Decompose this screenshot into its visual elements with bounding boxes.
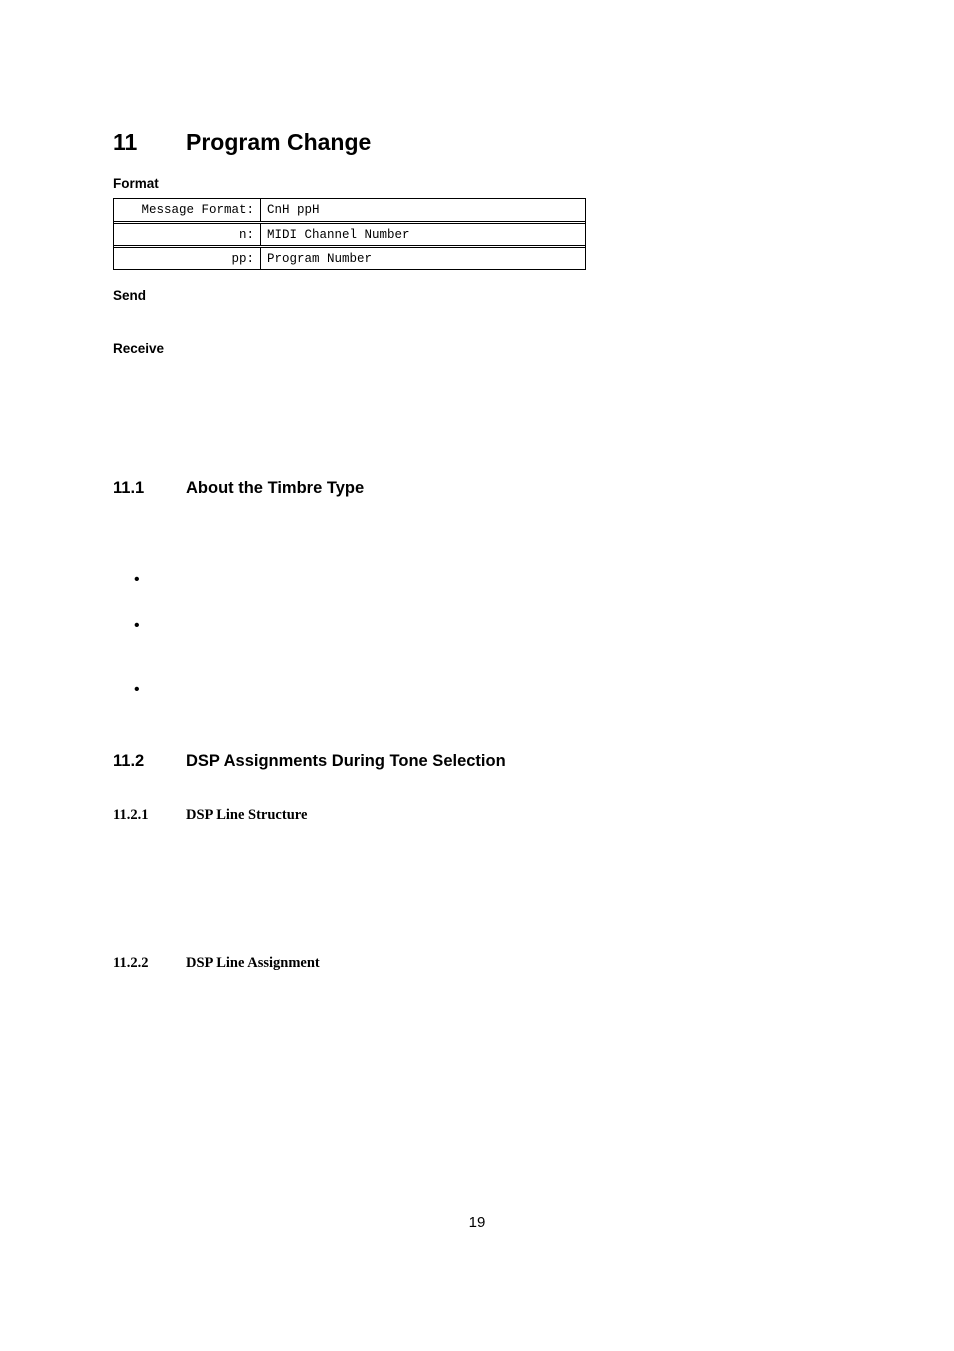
section-heading: [113, 129, 371, 156]
subsection-number: 11.1: [113, 479, 145, 497]
subsubsection-number: 11.2.2: [113, 955, 149, 971]
subsection-title: DSP Assignments During Tone Selection: [186, 752, 506, 770]
format-table: [113, 198, 586, 270]
subsection-heading: [113, 752, 506, 771]
table-row: [114, 199, 585, 221]
subsection-number: 11.2: [113, 752, 145, 770]
page-number: 19: [468, 1214, 486, 1231]
table-value: CnH ppH: [267, 203, 320, 217]
subsubsection-heading: [113, 955, 320, 972]
send-label: Send: [113, 288, 147, 303]
receive-label: Receive: [113, 341, 165, 356]
subsubsection-title: DSP Line Assignment: [186, 955, 320, 971]
section-number: 11: [113, 129, 138, 155]
table-value: Program Number: [267, 251, 373, 266]
table-key: Message Format:: [114, 199, 261, 221]
table-row: [114, 245, 585, 269]
table-row: [114, 221, 585, 245]
subsubsection-title: DSP Line Structure: [186, 807, 308, 823]
section-title: Program Change: [186, 129, 372, 155]
bullet-point: •: [134, 571, 140, 588]
subsubsection-number: 11.2.1: [113, 807, 149, 823]
table-key: n:: [114, 224, 261, 245]
subsection-heading: [113, 479, 364, 498]
table-key: pp:: [114, 248, 261, 269]
subsubsection-heading: [113, 807, 307, 824]
bullet-point: •: [134, 681, 140, 698]
table-value: MIDI Channel Number: [267, 227, 410, 242]
format-label: Format: [113, 176, 159, 191]
subsection-title: About the Timbre Type: [186, 479, 365, 497]
bullet-point: •: [134, 617, 140, 634]
